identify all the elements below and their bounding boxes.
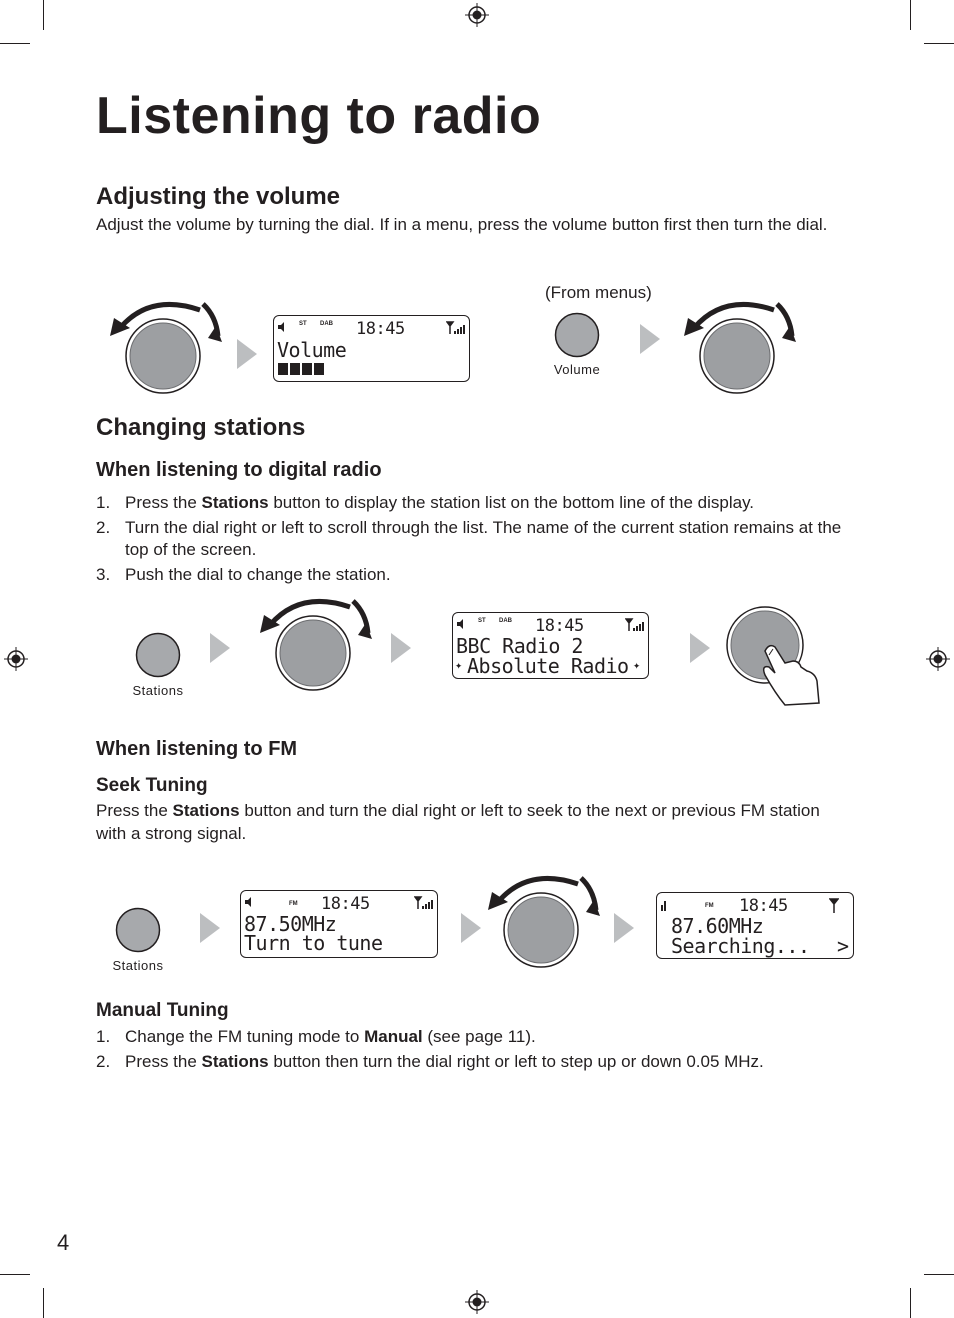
lcd-tag-dab: DAB — [320, 321, 333, 327]
lcd-line-1: 87.50MHz — [244, 912, 337, 936]
lcd-time: 18:45 — [739, 896, 788, 916]
antenna-icon — [829, 898, 839, 914]
lcd-line-1: 87.60MHz — [671, 914, 764, 938]
lcd-time: 18:45 — [535, 616, 584, 636]
section-heading-volume: Adjusting the volume — [96, 183, 341, 210]
play-triangle-icon — [640, 324, 660, 354]
list-item: 2. Turn the dial right or left to scroll through the list. The name of the current station remains at the top of the screen. — [96, 518, 842, 559]
lcd-tag-st: ST — [299, 321, 307, 327]
pressing-hand-icon — [725, 605, 825, 710]
from-menus-note: (From menus) — [545, 283, 652, 302]
play-triangle-icon — [614, 913, 634, 943]
scroll-right-arrow-icon: ✦ — [633, 658, 641, 672]
stations-button-label: Stations — [112, 958, 164, 973]
scroll-left-arrow-icon: ✦ — [455, 658, 463, 672]
volume-dial-icon — [100, 298, 224, 396]
list-item: 3. Push the dial to change the station. — [96, 565, 391, 584]
signal-icon — [661, 899, 669, 911]
play-triangle-icon — [690, 633, 710, 663]
seek-tuning-text: Press the Stations button and turn the dial right or left to seek to the next or previous FM station with a strong signal. — [96, 801, 820, 843]
antenna-signal-icon — [414, 896, 434, 910]
crop-mark — [43, 1288, 44, 1318]
antenna-signal-icon — [625, 618, 645, 632]
registration-mark-icon — [465, 1290, 489, 1314]
lcd-line-1: Volume — [277, 338, 347, 362]
lcd-time: 18:45 — [356, 319, 405, 339]
lcd-tag-dab: DAB — [499, 618, 512, 624]
volume-dial-icon — [674, 298, 798, 396]
play-triangle-icon — [200, 913, 220, 943]
subheading-manual-tuning: Manual Tuning — [96, 1000, 229, 1021]
lcd-line-2: Turn to tune — [244, 931, 383, 955]
play-triangle-icon — [210, 633, 230, 663]
lcd-display-fm-1 — [240, 890, 438, 958]
stations-button-label: Stations — [132, 683, 184, 698]
lcd-line-1: BBC Radio 2 — [456, 634, 583, 658]
lcd-time: 18:45 — [321, 894, 370, 914]
subheading-seek-tuning: Seek Tuning — [96, 775, 208, 796]
crop-mark — [910, 0, 911, 30]
lcd-tag-fm: FM — [705, 903, 714, 909]
tuning-dial-icon — [250, 595, 374, 693]
lcd-line-2: Searching... — [671, 934, 810, 958]
lcd-display-digital — [452, 612, 649, 679]
crop-mark — [43, 0, 44, 30]
digital-steps-list — [96, 492, 866, 589]
volume-button-icon — [554, 312, 600, 358]
lcd-display-volume — [273, 315, 470, 382]
section-heading-stations: Changing stations — [96, 414, 306, 441]
crop-mark — [0, 1274, 30, 1275]
lcd-tag-st: ST — [478, 618, 486, 624]
list-item: 2. Press the Stations button then turn the dial right or left to step up or down 0.05 MHz. — [96, 1052, 764, 1071]
lcd-display-fm-2 — [656, 892, 854, 959]
page-title: Listening to radio — [96, 87, 542, 145]
lcd-line-2: Absolute Radio — [467, 654, 629, 678]
crop-mark — [0, 43, 30, 44]
list-item: 1. Press the Stations button to display the station list on the bottom line of the display. — [96, 493, 755, 512]
tuning-dial-icon — [478, 872, 602, 970]
lcd-tag-fm: FM — [289, 901, 298, 907]
list-item: 1. Change the FM tuning mode to Manual (see page 11). — [96, 1027, 536, 1046]
lcd-arrow: > — [837, 934, 849, 958]
play-triangle-icon — [391, 633, 411, 663]
volume-level-bars — [278, 363, 326, 375]
subheading-digital: When listening to digital radio — [96, 459, 382, 481]
speaker-icon — [278, 322, 286, 332]
volume-body-text: Adjust the volume by turning the dial. If in a menu, press the volume button first then turn the dial. — [96, 215, 828, 234]
stations-button-icon — [115, 907, 161, 953]
volume-button-label: Volume — [553, 362, 601, 377]
crop-mark — [910, 1288, 911, 1318]
speaker-icon — [245, 897, 253, 907]
registration-mark-icon — [465, 3, 489, 27]
crop-mark — [924, 43, 954, 44]
crop-mark — [924, 1274, 954, 1275]
registration-mark-icon — [926, 647, 950, 671]
manual-steps-list — [96, 1026, 866, 1076]
page-number: 4 — [57, 1230, 70, 1255]
stations-button-icon — [135, 632, 181, 678]
play-triangle-icon — [237, 339, 257, 369]
registration-mark-icon — [4, 647, 28, 671]
antenna-signal-icon — [446, 321, 466, 335]
speaker-icon — [457, 619, 465, 629]
subheading-fm: When listening to FM — [96, 738, 298, 760]
